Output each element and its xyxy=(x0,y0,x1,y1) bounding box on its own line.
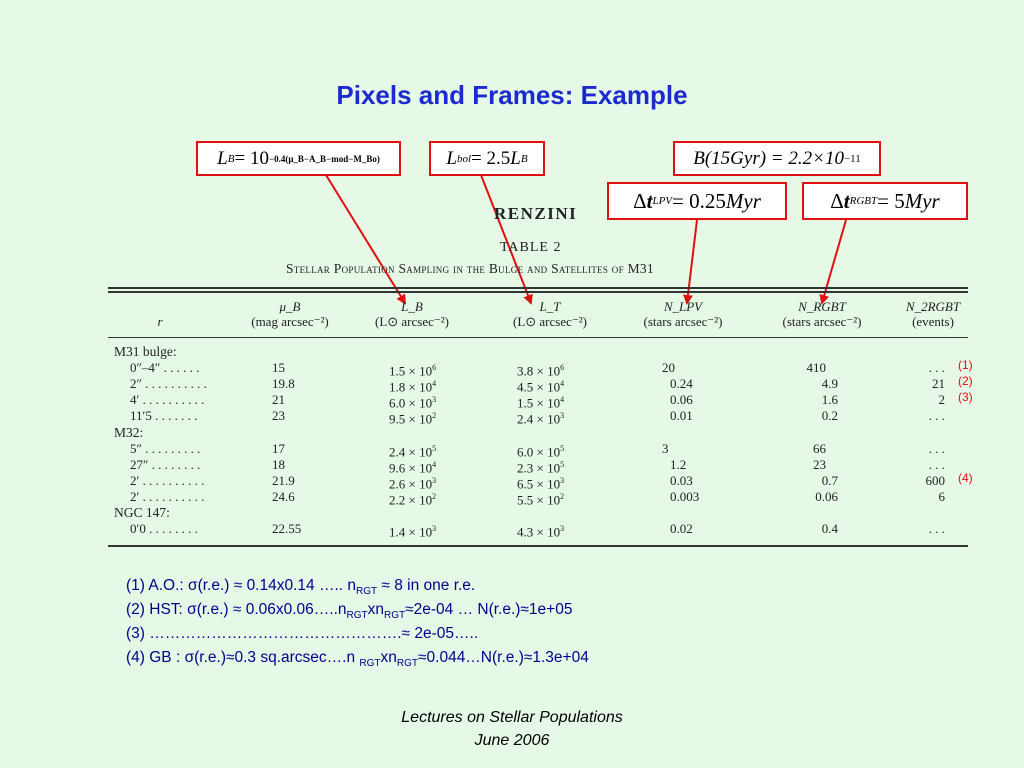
footer-line-1: Lectures on Stellar Populations xyxy=(401,709,623,726)
row-note-marker: (3) xyxy=(958,390,973,405)
table-cell-nlpv: 0.01 xyxy=(670,408,693,424)
formula-lbol-rhs-sub: B xyxy=(520,152,528,165)
table-header-cell xyxy=(357,299,467,329)
table-cell-lb-mantissa: 9.5 × 10 xyxy=(389,411,433,427)
formula-tlpv-sub: LPV xyxy=(652,195,673,207)
footnote-text: ≈2e-04 … N(r.e.)≈1e+05 xyxy=(405,601,573,618)
table-cell-lb-mantissa: 6.0 × 10 xyxy=(389,395,433,411)
footnote-line xyxy=(126,625,478,645)
table-header-cell xyxy=(898,299,968,329)
table-cell-lb-exponent: 2 xyxy=(432,491,437,501)
table-cell-lt-mantissa: 4.3 × 10 xyxy=(517,524,561,540)
row-note-marker: (2) xyxy=(958,374,973,389)
table-cell-mu: 23 xyxy=(272,408,285,424)
table-cell-lt-exponent: 2 xyxy=(560,491,565,501)
table-cell-lt-exponent: 3 xyxy=(560,475,565,485)
footnote-text: (4) GB : σ(r.e.)≈0.3 sq.arcsec….n xyxy=(126,649,360,666)
table-cell-n2rgbt: . . . xyxy=(928,408,945,424)
table-cell-lb-mantissa: 1.5 × 10 xyxy=(389,363,433,379)
table-cell-lb xyxy=(389,408,436,426)
footnote-text: xn xyxy=(380,649,397,666)
table-header-cell xyxy=(140,299,180,329)
table-cell-nlpv: 0.06 xyxy=(670,392,693,408)
table-header-top: N_2RGBT xyxy=(905,299,961,314)
table-cell-lt-mantissa: 1.5 × 10 xyxy=(517,395,561,411)
formula-trgbt-eq: = 5 xyxy=(877,188,905,213)
table-cell-lt-mantissa: 6.0 × 10 xyxy=(517,443,561,459)
formula-tlpv-eq: = 0.25 xyxy=(672,188,726,213)
table-cell-lb-mantissa: 9.6 × 10 xyxy=(389,460,433,476)
table-cell-nrgbt: 1.6 xyxy=(821,392,838,408)
table-caption: Stellar Population Sampling in the Bulge and Satellites of M31 xyxy=(286,261,654,276)
table-cell-nrgbt: 4.9 xyxy=(821,376,838,392)
table-cell-n2rgbt: 21 xyxy=(932,376,945,392)
formula-b15-exponent: −11 xyxy=(843,152,861,165)
table-top-rule-2 xyxy=(108,291,968,293)
formula-trgbt-sub: RGBT xyxy=(849,195,878,207)
formula-lbol-lhs: L xyxy=(446,147,457,169)
table-cell-lb-exponent: 3 xyxy=(432,475,437,485)
table-cell-n2rgbt: 6 xyxy=(938,488,945,504)
table-cell-lt-mantissa: 4.5 × 10 xyxy=(517,379,561,395)
footnote-line xyxy=(126,577,475,597)
table-cell-lt xyxy=(517,521,564,539)
table-cell-lb-mantissa: 2.2 × 10 xyxy=(389,492,433,508)
table-header-top: L_T xyxy=(539,299,561,314)
table-header-top: L_B xyxy=(401,299,423,314)
table-cell-lb-exponent: 3 xyxy=(432,524,437,534)
formula-lbol-lhs-sub: bol xyxy=(456,152,472,165)
table-top-rule-1 xyxy=(108,287,968,289)
formula-trgbt-t: t xyxy=(843,188,850,213)
table-cell-nrgbt: 410 xyxy=(806,360,826,376)
table-cell-mu: 21 xyxy=(272,392,285,408)
table-cell-nrgbt: 0.4 xyxy=(821,521,838,537)
table-header-bottom: (stars arcsec⁻²) xyxy=(782,314,862,329)
formula-lbol-eq: = 2.5 xyxy=(471,147,511,169)
table-cell-lt-mantissa: 3.8 × 10 xyxy=(517,363,561,379)
slide-title: Pixels and Frames: Example xyxy=(336,80,688,110)
table-cell-r: 0″–4″ . . . . . . xyxy=(130,360,200,376)
table-cell-lt-exponent: 3 xyxy=(560,411,565,421)
table-cell-r: 0′0 . . . . . . . . xyxy=(130,521,198,537)
formula-lb-lhs: L xyxy=(217,147,228,169)
footnote-text: xn xyxy=(367,601,384,618)
footnote-subscript: RGT xyxy=(346,610,368,622)
footnote-line xyxy=(126,601,572,621)
footnote-text: ≈0.044…N(r.e.)≈1.3e+04 xyxy=(418,649,589,666)
table-cell-lb xyxy=(389,521,436,539)
table-cell-r: 4′ . . . . . . . . . . xyxy=(130,392,205,408)
footnote-subscript: RGT xyxy=(396,658,419,670)
table-group-label: M32: xyxy=(114,424,144,440)
table-header-top: N_RGBT xyxy=(798,299,846,314)
table-cell-lt xyxy=(517,489,564,507)
table-cell-lb-mantissa: 2.4 × 10 xyxy=(389,443,433,459)
table-cell-nlpv: 1.2 xyxy=(670,456,687,472)
arrow-lb xyxy=(326,175,405,303)
table-header-rule xyxy=(108,337,968,338)
footnote-text: ≈ 8 in one r.e. xyxy=(377,577,476,594)
table-cell-nlpv: 20 xyxy=(662,360,675,376)
table-cell-r: 2′ . . . . . . . . . . xyxy=(130,488,205,504)
table-cell-nlpv: 0.03 xyxy=(670,472,693,488)
formula-trgbt-delta: Δ xyxy=(830,188,844,213)
table-header-bottom: (stars arcsec⁻²) xyxy=(643,314,723,329)
footnote-subscript: RGT xyxy=(384,610,406,622)
table-cell-nrgbt: 0.2 xyxy=(821,408,838,424)
table-cell-nrgbt: 0.7 xyxy=(821,472,838,488)
table-cell-lt-exponent: 4 xyxy=(560,379,565,389)
footnote-subscript: RGT xyxy=(359,658,381,670)
table-cell-r: 11′5 . . . . . . . xyxy=(130,408,198,424)
table-cell-mu: 22.55 xyxy=(272,521,302,537)
table-header-top: N_LPV xyxy=(663,299,703,314)
table-cell-lb-exponent: 6 xyxy=(432,363,437,373)
table-cell-nrgbt: 23 xyxy=(813,456,826,472)
formula-lb-exponent: −0.4(μ_B−A_B−mod−M_Bo) xyxy=(268,153,380,164)
formula-trgbt-unit: Myr xyxy=(904,188,940,213)
arrow-lbol xyxy=(481,175,531,303)
table-cell-lb-exponent: 3 xyxy=(432,395,437,405)
table-cell-mu: 19.8 xyxy=(272,376,295,392)
table-cell-lt-exponent: 6 xyxy=(560,363,565,373)
table-cell-lt-exponent: 4 xyxy=(560,395,565,405)
table-header-cell xyxy=(495,299,605,329)
table-header-cell xyxy=(762,299,882,329)
table-cell-lt xyxy=(517,408,564,426)
table-cell-lb-exponent: 4 xyxy=(432,379,437,389)
table-cell-lt-mantissa: 6.5 × 10 xyxy=(517,476,561,492)
formula-tlpv-unit: Myr xyxy=(725,188,761,213)
table-header-cell xyxy=(623,299,743,329)
table-header-bottom: (L⊙ arcsec⁻²) xyxy=(375,314,449,329)
table-bottom-rule xyxy=(108,545,968,547)
formula-lbol-rhs: L xyxy=(510,147,521,169)
footnote-subscript: RGT xyxy=(356,586,378,598)
table-cell-nlpv: 0.02 xyxy=(670,521,693,537)
table-cell-lb xyxy=(389,489,436,507)
table-cell-n2rgbt: . . . xyxy=(928,456,945,472)
row-note-marker: (1) xyxy=(958,358,973,373)
table-cell-lt-exponent: 3 xyxy=(560,524,565,534)
table-cell-n2rgbt: 2 xyxy=(938,392,945,408)
table-group-label: NGC 147: xyxy=(114,505,170,520)
table-cell-nrgbt: 66 xyxy=(813,440,826,456)
table-cell-nrgbt: 0.06 xyxy=(815,488,838,504)
formula-lb-eq: = 10 xyxy=(234,147,269,169)
table-header-top xyxy=(140,299,180,314)
table-header-bottom: r xyxy=(157,314,163,329)
table-cell-nlpv: 3 xyxy=(662,440,669,456)
table-cell-mu: 24.6 xyxy=(272,488,295,504)
formula-tlpv-t: t xyxy=(646,188,653,213)
table-group-label: M31 bulge: xyxy=(114,344,177,359)
table-cell-r: 2″ . . . . . . . . . . xyxy=(130,376,207,392)
table-cell-mu: 17 xyxy=(272,440,285,456)
table-cell-r: 27″ . . . . . . . . xyxy=(130,456,201,472)
formula-lb-lhs-sub: B xyxy=(227,152,235,165)
table-cell-n2rgbt: . . . xyxy=(928,360,945,376)
table-header-top: μ_B xyxy=(279,299,301,314)
table-cell-lb-exponent: 4 xyxy=(432,459,437,469)
table-cell-lb-mantissa: 2.6 × 10 xyxy=(389,476,433,492)
row-note-marker: (4) xyxy=(958,470,973,485)
footer-line-2: June 2006 xyxy=(474,732,550,749)
table-cell-lt-exponent: 5 xyxy=(560,443,565,453)
table-cell-mu: 18 xyxy=(272,456,285,472)
table-cell-mu: 21.9 xyxy=(272,472,295,488)
table-cell-n2rgbt: . . . xyxy=(928,440,945,456)
table-cell-lt-exponent: 5 xyxy=(560,459,565,469)
table-cell-nlpv: 0.24 xyxy=(670,376,693,392)
table-cell-lb-exponent: 5 xyxy=(432,443,437,453)
table-number: TABLE 2 xyxy=(500,240,562,255)
table-cell-lt-mantissa: 5.5 × 10 xyxy=(517,492,561,508)
table-cell-lt-mantissa: 2.4 × 10 xyxy=(517,411,561,427)
table-header-cell xyxy=(235,299,345,329)
table-header-bottom: (mag arcsec⁻²) xyxy=(251,314,329,329)
table-cell-nlpv: 0.003 xyxy=(670,488,700,504)
table-cell-lb-exponent: 2 xyxy=(432,411,437,421)
table-header-bottom: (events) xyxy=(912,314,954,329)
footnote-text: (1) A.O.: σ(r.e.) ≈ 0.14x0.14 ….. n xyxy=(126,577,356,594)
table-author: RENZINI xyxy=(494,204,578,223)
table-cell-mu: 15 xyxy=(272,360,285,376)
table-cell-lb-mantissa: 1.8 × 10 xyxy=(389,379,433,395)
table-cell-n2rgbt: 600 xyxy=(925,472,945,488)
footnote-text: (2) HST: σ(r.e.) ≈ 0.06x0.06…..n xyxy=(126,601,347,618)
table-cell-r: 2′ . . . . . . . . . . xyxy=(130,472,205,488)
table-cell-lb-mantissa: 1.4 × 10 xyxy=(389,524,433,540)
footnote-line xyxy=(126,649,589,669)
formula-tlpv-delta: Δ xyxy=(633,188,647,213)
table-cell-lt-mantissa: 2.3 × 10 xyxy=(517,460,561,476)
footnote-text: (3) ………………………………………….≈ 2e-05….. xyxy=(126,625,479,642)
table-cell-n2rgbt: . . . xyxy=(928,521,945,537)
table-cell-r: 5″ . . . . . . . . . xyxy=(130,440,201,456)
formula-b15-text: B(15Gyr) = 2.2×10 xyxy=(693,147,844,169)
table-header-bottom: (L⊙ arcsec⁻²) xyxy=(513,314,587,329)
